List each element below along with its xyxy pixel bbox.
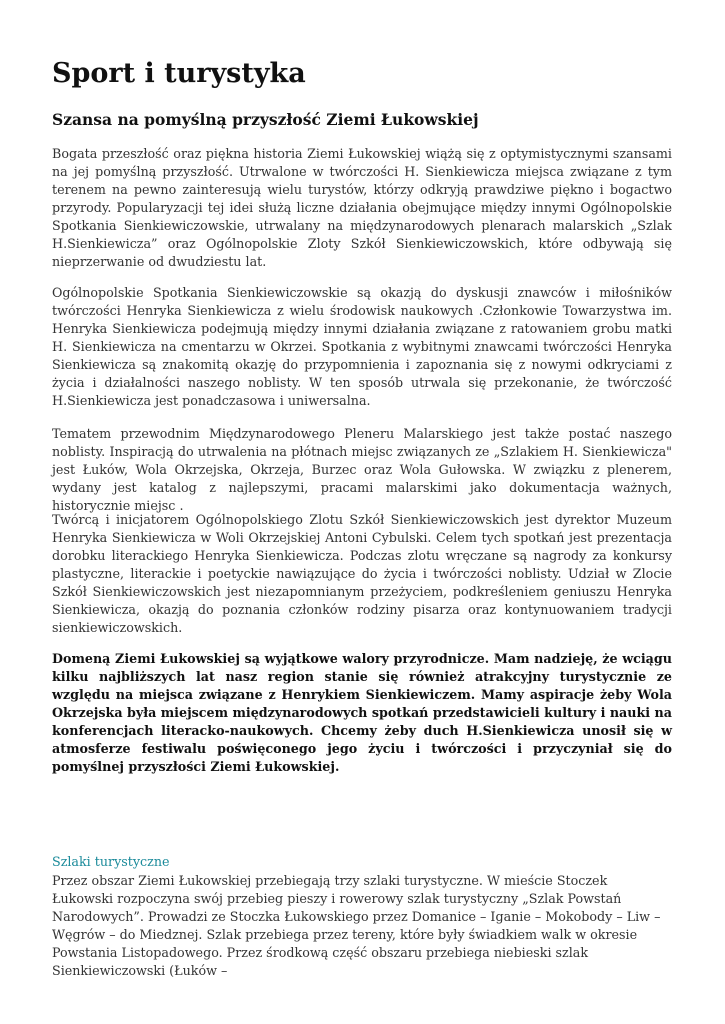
paragraph-school-rally: Twórcą i inicjatorem Ogólnopolskiego Zlotu Szkół Sienkiewiczowskich jest dyrektor Muzeum Henryka Sienkiewicza w Woli Okrzejskiej Antoni Cybulski. Celem tych spotkań jest prezentacja dorobku literackiego Henryka Sienkiewicza. Podczas zlotu wręczane są nagrody za konkursy plastyczne, literackie i poetyckie nawiązujące do życia i twórczości noblisty. Udział w Zlocie Szkół Sienkiewiczowskich jest niezapomnianym przeżyciem, podkreśleniem geniuszu Henryka Sienkiewicza, okazją do poznania członków rodziny pisarza oraz kontynuowaniem tradycji sienkiewiczowskich. <box>52 512 672 635</box>
page-title: Sport i turystyka <box>52 58 306 89</box>
trails-section-link[interactable]: Szlaki turystyczne <box>52 854 170 869</box>
article-subtitle: Szansa na pomyślną przyszłość Ziemi Łukowskiej <box>52 110 479 129</box>
paragraph-conclusion: Domeną Ziemi Łukowskiej są wyjątkowe walory przyrodnicze. Mam nadzieję, że wciągu kilku najbliższych lat nasz region stanie się również atrakcyjny turystycznie ze względu na miejsca związane z Henrykiem Sienkiewiczem. Mamy aspiracje żeby Wola Okrzejska była miejscem międzynarodowych spotkań przedstawicieli kultury i nauki na konferencjach literacko-naukowych. Chcemy żeby duch H.Sienkiewicza unosił się w atmosferze festiwalu poświęconego jego życiu i twórczości i przyczyniał się do pomyślnej przyszłości Ziemi Łukowskiej. <box>52 651 672 774</box>
paragraph-meetings: Ogólnopolskie Spotkania Sienkiewiczowskie są okazją do dyskusji znawców i miłośników twórczości Henryka Sienkiewicza z wielu środowisk naukowych .Członkowie Towarzystwa im. Henryka Sienkiewicza podejmują między innymi działania związane z ratowaniem grobu matki H. Sienkiewicza na cmentarzu w Okrzei. Spotkania z wybitnymi znawcami twórczości Henryka Sienkiewicza są znakomitą okazję do przypomnienia i zapoznania się z nowymi odkryciami z życia i działalności naszego noblisty. W ten sposób utrwala się przekonanie, że twórczość H.Sienkiewicza jest ponadczasowa i uniwersalna. <box>52 285 672 408</box>
paragraph-history: Bogata przeszłość oraz piękna historia Ziemi Łukowskiej wiążą się z optymistycznymi szansami na jej pomyślną przyszłość. Utrwalone w twórczości H. Sienkiewicza miejsca związane z tym terenem na pewno zainteresują wielu turystów, którzy odkryją prawdziwe piękno i bogactwo przyrody. Popularyzacji tej idei służą liczne działania obejmujące między innymi Ogólnopolskie Spotkania Sienkiewiczowskie, utrwalany na międzynarodowych plenarach malarskich „Szlak H.Sienkiewicza” oraz Ogólnopolskie Zloty Szkół Sienkiewiczowskich, które odbywają się nieprzerwanie od dwudziestu lat. <box>52 146 672 269</box>
paragraph-plein-air: Tematem przewodnim Międzynarodowego Pleneru Malarskiego jest także postać naszego noblisty. Inspiracją do utrwalenia na płótnach miejsc związanych ze „Szlakiem H. Sienkiewicza" jest Łuków, Wola Okrzejska, Okrzeja, Burzec oraz Wola Gułowska. W związku z plenerem, wydany jest katalog z najlepszymi, pracami malarskimi jako dokumentacja ważnych, historycznie miejsc . <box>52 426 672 513</box>
paragraph-trails: Przez obszar Ziemi Łukowskiej przebiegają trzy szlaki turystyczne. W mieście Stoczek Łukowski rozpoczyna swój przebieg pieszy i rowerowy szlak turystyczny „Szlak Powstań Narodowych”. Prowadzi ze Stoczka Łukowskiego przez Domanice – Iganie – Mokobody – Liw – Węgrów – do Miedznej. Szlak przebiega przez tereny, które były świadkiem walk w okresie Powstania Listopadowego. Przez środkową część obszaru przebiega niebieski szlak Sienkiewiczowski (Łuków – <box>52 873 661 978</box>
